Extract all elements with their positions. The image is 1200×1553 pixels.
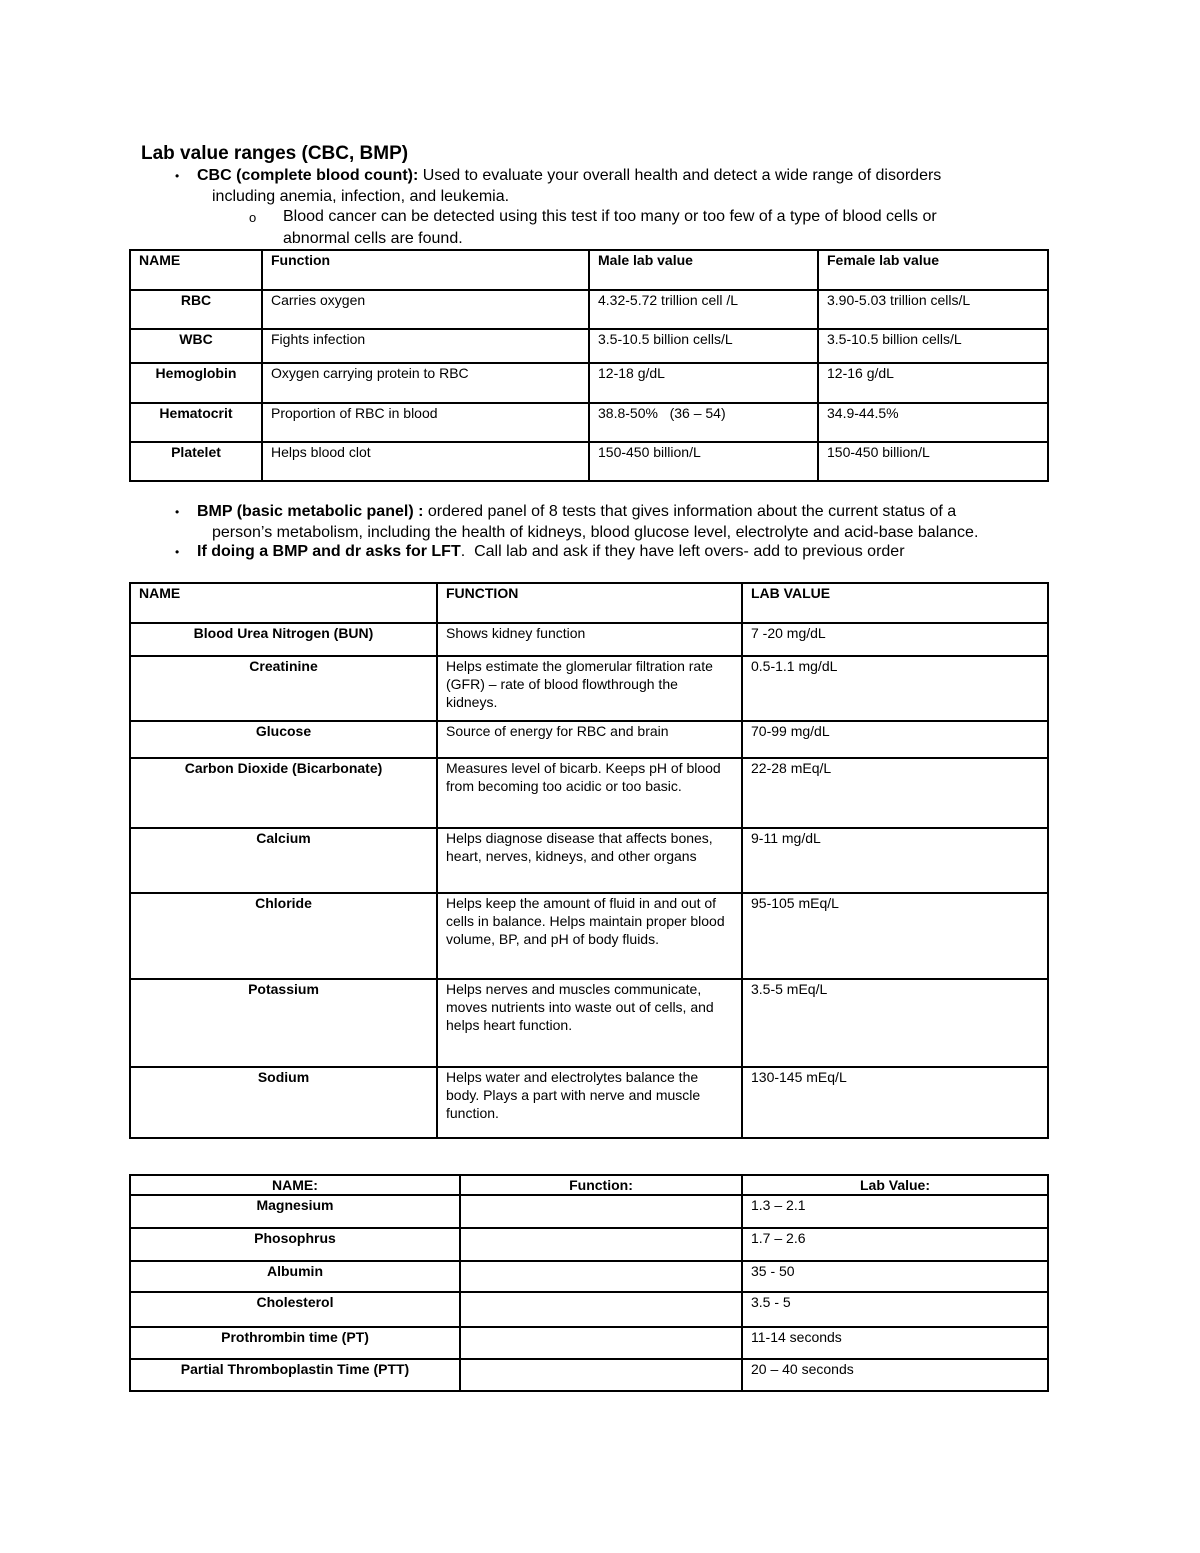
cell-name: Glucose	[130, 721, 437, 758]
cell-female: 12-16 g/dL	[818, 363, 1048, 403]
cell-function: Carries oxygen	[262, 290, 589, 329]
cell-lab-value: 9-11 mg/dL	[742, 828, 1048, 893]
lft-label: If doing a BMP and dr asks for LFT	[197, 543, 461, 560]
header-cell: Function:	[460, 1175, 742, 1195]
cell-function	[460, 1292, 742, 1327]
cell-name: Prothrombin time (PT)	[130, 1327, 460, 1359]
table-row	[130, 1195, 1048, 1228]
cell-function: Fights infection	[262, 329, 589, 363]
header-cell: Lab Value:	[742, 1175, 1048, 1195]
cell-lab-value: 22-28 mEq/L	[742, 758, 1048, 828]
bmp-table	[129, 582, 1049, 1139]
cell-function	[460, 1195, 742, 1228]
bullet-dot: •	[175, 169, 180, 183]
cbc-table	[129, 249, 1049, 482]
page-title: Lab value ranges (CBC, BMP)	[141, 143, 409, 164]
bmp-desc-line2: person’s metabolism, including the health of kidneys, blood glucose level, electrolyte and acid-base balance.	[212, 524, 979, 541]
table-row	[130, 403, 1048, 442]
cell-function	[460, 1228, 742, 1261]
cell-function: Measures level of bicarb. Keeps pH of blood from becoming too acidic or too basic.	[437, 758, 742, 828]
cell-name: Hematocrit	[130, 403, 262, 442]
table-row	[130, 758, 1048, 828]
bullet-dot: •	[175, 505, 180, 519]
cbc-bullet	[197, 166, 941, 186]
header-cell: NAME	[130, 583, 437, 623]
table-row	[130, 363, 1048, 403]
cbc-sub-line2: abnormal cells are found.	[283, 230, 463, 247]
cbc-sub-line1: Blood cancer can be detected using this test if too many or too few of a type of blood cells or	[283, 208, 937, 225]
table-row	[130, 1292, 1048, 1327]
cell-name: Creatinine	[130, 656, 437, 721]
cell-function	[460, 1359, 742, 1391]
cell-lab-value: 95-105 mEq/L	[742, 893, 1048, 979]
cell-name: Sodium	[130, 1067, 437, 1138]
cell-name: Magnesium	[130, 1195, 460, 1228]
cell-lab-value: 3.5-5 mEq/L	[742, 979, 1048, 1067]
cell-male: 4.32-5.72 trillion cell /L	[589, 290, 818, 329]
header-cell: NAME:	[130, 1175, 460, 1195]
cell-name: Carbon Dioxide (Bicarbonate)	[130, 758, 437, 828]
cell-name: RBC	[130, 290, 262, 329]
cell-lab-value: 1.3 – 2.1	[742, 1195, 1048, 1228]
bmp-bullet	[197, 502, 956, 522]
cell-lab-value: 7 -20 mg/dL	[742, 623, 1048, 656]
header-cell: Function	[262, 250, 589, 290]
table-row	[130, 1228, 1048, 1261]
cell-lab-value: 0.5-1.1 mg/dL	[742, 656, 1048, 721]
table-row	[130, 1359, 1048, 1391]
lft-bullet	[197, 542, 905, 562]
cell-function: Shows kidney function	[437, 623, 742, 656]
cell-function: Helps blood clot	[262, 442, 589, 481]
table-header-row	[130, 583, 1048, 623]
cell-function: Helps keep the amount of fluid in and out of cells in balance. Helps maintain proper blood volume, BP, and pH of body fluids.	[437, 893, 742, 979]
sub-bullet-marker: o	[249, 210, 257, 225]
other-labs-table	[129, 1174, 1049, 1392]
cell-male: 3.5-10.5 billion cells/L	[589, 329, 818, 363]
table-row	[130, 721, 1048, 758]
cell-function: Helps water and electrolytes balance the body. Plays a part with nerve and muscle function.	[437, 1067, 742, 1138]
cell-male: 150-450 billion/L	[589, 442, 818, 481]
table-row	[130, 656, 1048, 721]
cell-function: Oxygen carrying protein to RBC	[262, 363, 589, 403]
cell-female: 3.90-5.03 trillion cells/L	[818, 290, 1048, 329]
table-row	[130, 329, 1048, 363]
cell-function: Helps estimate the glomerular filtration rate (GFR) – rate of blood flowthrough the kidneys.	[437, 656, 742, 721]
cell-name: Potassium	[130, 979, 437, 1067]
cell-lab-value: 130-145 mEq/L	[742, 1067, 1048, 1138]
cell-name: Blood Urea Nitrogen (BUN)	[130, 623, 437, 656]
cell-name: Calcium	[130, 828, 437, 893]
cbc-desc-line1: Used to evaluate your overall health and detect a wide range of disorders	[422, 167, 942, 184]
table-row	[130, 1067, 1048, 1138]
cell-lab-value: 11-14 seconds	[742, 1327, 1048, 1359]
cell-name: Chloride	[130, 893, 437, 979]
table-row	[130, 893, 1048, 979]
cell-female: 3.5-10.5 billion cells/L	[818, 329, 1048, 363]
cell-name: Platelet	[130, 442, 262, 481]
cell-function: Proportion of RBC in blood	[262, 403, 589, 442]
cell-lab-value: 35 - 50	[742, 1261, 1048, 1292]
header-cell: FUNCTION	[437, 583, 742, 623]
cell-male: 12-18 g/dL	[589, 363, 818, 403]
table-row	[130, 1261, 1048, 1292]
cell-name: Hemoglobin	[130, 363, 262, 403]
header-cell: NAME	[130, 250, 262, 290]
bmp-desc-line1: ordered panel of 8 tests that gives information about the current status of a	[427, 503, 957, 520]
cell-name: WBC	[130, 329, 262, 363]
table-header-row	[130, 1175, 1048, 1195]
table-header-row	[130, 250, 1048, 290]
cell-name: Albumin	[130, 1261, 460, 1292]
cell-function	[460, 1261, 742, 1292]
bullet-dot: •	[175, 545, 180, 559]
cell-lab-value: 3.5 - 5	[742, 1292, 1048, 1327]
header-cell: LAB VALUE	[742, 583, 1048, 623]
cbc-label: CBC (complete blood count):	[197, 167, 419, 184]
cell-female: 34.9-44.5%	[818, 403, 1048, 442]
table-row	[130, 442, 1048, 481]
cell-name: Partial Thromboplastin Time (PTT)	[130, 1359, 460, 1391]
lft-text: . Call lab and ask if they have left overs- add to previous order	[460, 543, 905, 560]
cell-female: 150-450 billion/L	[818, 442, 1048, 481]
table-row	[130, 290, 1048, 329]
header-cell: Female lab value	[818, 250, 1048, 290]
cell-name: Phosophrus	[130, 1228, 460, 1261]
cell-function: Helps diagnose disease that affects bones, heart, nerves, kidneys, and other organs	[437, 828, 742, 893]
cell-function: Source of energy for RBC and brain	[437, 721, 742, 758]
header-cell: Male lab value	[589, 250, 818, 290]
cell-name: Cholesterol	[130, 1292, 460, 1327]
cell-lab-value: 20 – 40 seconds	[742, 1359, 1048, 1391]
cbc-desc-line2: including anemia, infection, and leukemia.	[212, 188, 510, 205]
table-row	[130, 1327, 1048, 1359]
table-row	[130, 828, 1048, 893]
cell-function	[460, 1327, 742, 1359]
bmp-label: BMP (basic metabolic panel) :	[197, 503, 424, 520]
cell-male: 38.8-50% (36 – 54)	[589, 403, 818, 442]
table-row	[130, 623, 1048, 656]
cell-function: Helps nerves and muscles communicate, moves nutrients into waste out of cells, and helps heart function.	[437, 979, 742, 1067]
table-row	[130, 979, 1048, 1067]
cell-lab-value: 1.7 – 2.6	[742, 1228, 1048, 1261]
cell-lab-value: 70-99 mg/dL	[742, 721, 1048, 758]
